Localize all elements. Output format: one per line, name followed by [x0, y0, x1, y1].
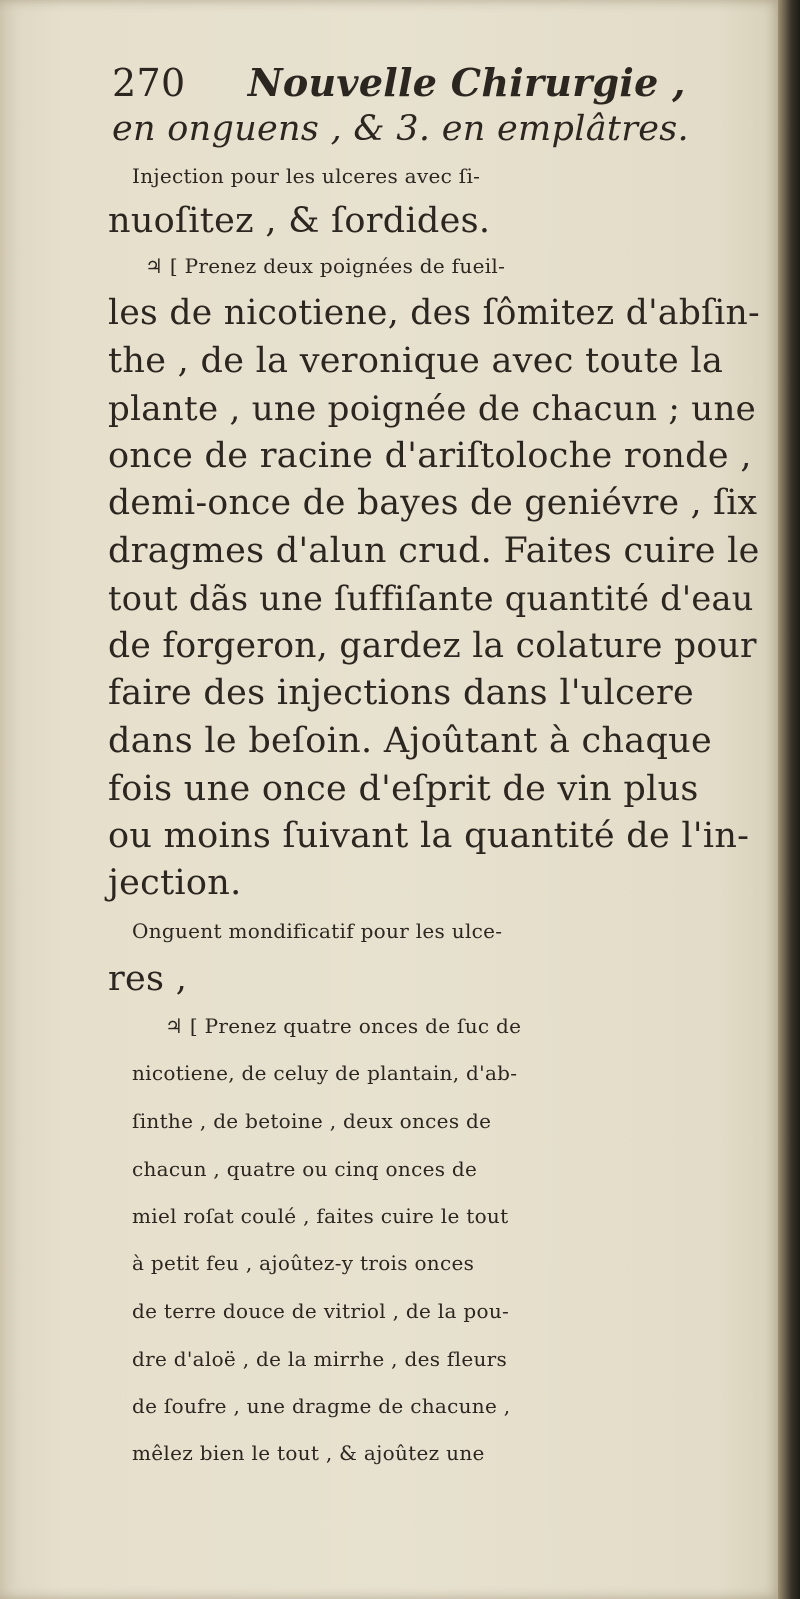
text-line: fois une once d'eſprit de vin plus: [108, 769, 699, 809]
text-line: once de racine d'ariſtoloche ronde ,: [108, 436, 752, 476]
book-spine-shadow: [778, 0, 800, 1599]
recipe-line: ♃ [ Prenez quatre onces de ſuc de: [165, 1014, 522, 1038]
text-line: faire des injections dans l'ulcere: [108, 673, 695, 713]
text-line: dre d'aloë , de la mirrhe , des fleurs: [132, 1347, 508, 1371]
text-line: en onguens , & 3. en emplâtres.: [112, 109, 689, 149]
text-line: plante , une poignée de chacun ; une: [108, 389, 757, 429]
text-line: à petit feu , ajoûtez-y trois onces: [132, 1251, 475, 1275]
text-line: ſinthe , de betoine , deux onces de: [132, 1109, 492, 1133]
text-line: de forgeron, gardez la colature pour: [108, 626, 757, 666]
text-line: les de nicotiene, des ſômitez d'abſin-: [108, 293, 761, 333]
running-title: Nouvelle Chirurgie ,: [247, 60, 686, 105]
section-heading-injection: Injection pour les ulceres avec ſi-: [132, 164, 481, 188]
text-line: nicotiene, de celuy de plantain, d'ab-: [132, 1061, 518, 1085]
section-heading-onguent: Onguent mondificatif pour les ulce-: [132, 919, 503, 943]
text-line: nuoſitez , & ſordides.: [108, 201, 491, 241]
text-line: tout dãs une ſuffiſante quantité d'eau: [108, 579, 754, 618]
text-line: res ,: [108, 959, 188, 999]
text-line: dans le beſoin. Ajoûtant à chaque: [108, 721, 713, 761]
page-header: [112, 62, 752, 104]
text-line: de terre douce de vitriol , de la pou-: [132, 1299, 510, 1323]
text-line: demi-once de bayes de geniévre , ſix: [108, 483, 758, 523]
text-line: dragmes d'alun crud. Faites cuire le: [108, 531, 760, 571]
text-line: miel roſat coulé , faites cuire le tout: [132, 1204, 509, 1228]
text-line: de ſoufre , une dragme de chacune ,: [132, 1394, 511, 1418]
text-line: jection.: [108, 863, 242, 903]
text-line: chacun , quatre ou cinq onces de: [132, 1157, 478, 1181]
recipe-line: ♃ [ Prenez deux poignées de fueil-: [145, 254, 506, 278]
text-line: the , de la veronique avec toute la: [108, 341, 724, 381]
text-line: mêlez bien le tout , & ajoûtez une: [132, 1441, 485, 1465]
text-line: ou moins ſuivant la quantité de l'in-: [108, 816, 750, 856]
page-number: 270: [112, 61, 186, 105]
